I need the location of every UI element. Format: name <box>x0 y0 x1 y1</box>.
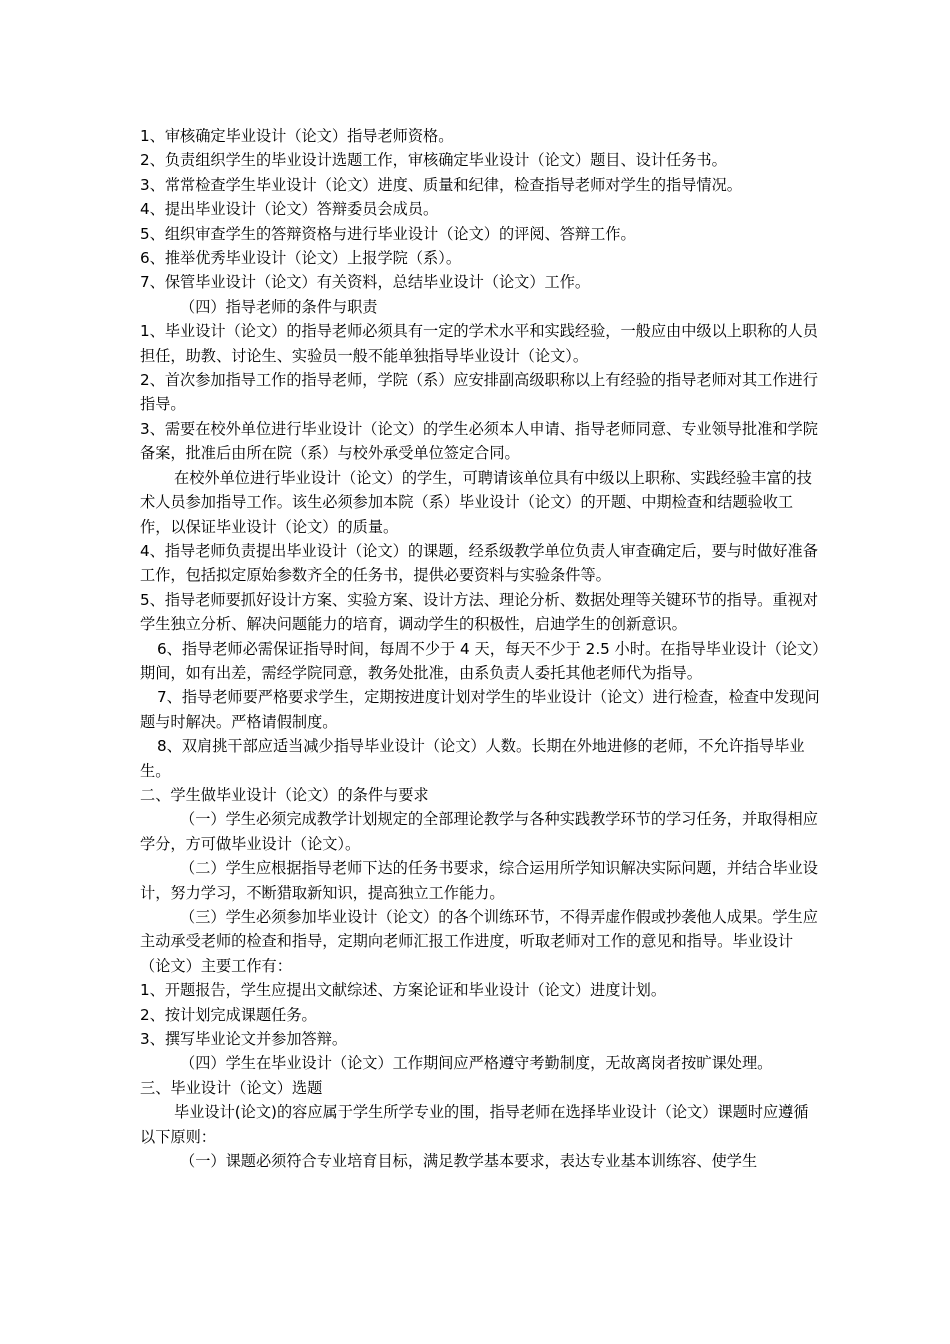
paragraph: 3、常常检查学生毕业设计（论文）进度、质量和纪律，检查指导老师对学生的指导情况。 <box>140 175 742 194</box>
paragraph: 3、需要在校外单位进行毕业设计（论文）的学生必须本人申请、指导老师同意、专业领导批准和学院备案，批准后由所在院（系）与校外承受单位签定合同。 <box>140 419 818 463</box>
paragraph: 6、推举优秀毕业设计（论文）上报学院（系）。 <box>140 249 462 268</box>
paragraph: 2、首次参加指导工作的指导老师，学院（系）应安排副高级职称以上有经验的指导老师对其工作进行指导。 <box>140 371 818 414</box>
section-heading: （四）指导老师的条件与职责 <box>180 297 378 316</box>
paragraph: （四）学生在毕业设计（论文）工作期间应严格遵守考勤制度，无故离岗者按旷课处理。 <box>180 1054 773 1073</box>
paragraph: 1、审核确定毕业设计（论文）指导老师资格。 <box>140 127 454 145</box>
paragraph: 5、组织审查学生的答辩资格与进行毕业设计（论文）的评阅、答辩工作。 <box>140 224 636 243</box>
section-heading: 二、学生做毕业设计（论文）的条件与要求 <box>140 785 429 804</box>
section-heading: 三、毕业设计（论文）选题 <box>140 1078 323 1097</box>
paragraph: 7、指导老师要严格要求学生，定期按进度计划对学生的毕业设计（论文）进行检查，检查中发现问题与时解决。严格请假制度。 <box>140 688 820 731</box>
document-body <box>140 124 820 1173</box>
paragraph: （一）课题必须符合专业培育目标，满足教学基本要求，表达专业基本训练容、使学生 <box>180 1152 758 1171</box>
paragraph: 5、指导老师要抓好设计方案、实验方案、设计方法、理论分析、数据处理等关键环节的指导。重视对学生独立分析、解决问题能力的培育，调动学生的积极性，启迪学生的创新意识。 <box>140 590 818 634</box>
paragraph: （二）学生应根据指导老师下达的任务书要求，综合运用所学知识解决实际问题，并结合毕业设计，努力学习，不断猎取新知识，提高独立工作能力。 <box>140 859 818 902</box>
paragraph: 1、毕业设计（论文）的指导老师必须具有一定的学术水平和实践经验，一般应由中级以上职称的人员担任，助教、讨论生、实验员一般不能单独指导毕业设计（论文）。 <box>140 322 818 365</box>
paragraph: 1、开题报告，学生应提出文献综述、方案论证和毕业设计（论文）进度计划。 <box>140 981 667 1000</box>
paragraph: 4、提出毕业设计（论文）答辩委员会成员。 <box>140 200 439 219</box>
paragraph: 6、指导老师必需保证指导时间，每周不少于 4 天，每天不少于 2.5 小时。在指导毕业设计（论文）期间，如有出差，需经学院同意，教务处批准，由系负责人委托其他老师代为指导。 <box>140 639 820 682</box>
paragraph: 毕业设计(论文)的容应属于学生所学专业的围，指导老师在选择毕业设计（论文）课题时应遵循以下原则： <box>140 1103 809 1146</box>
paragraph: 2、按计划完成课题任务。 <box>140 1005 317 1024</box>
paragraph: 4、指导老师负责提出毕业设计（论文）的课题，经系级教学单位负责人审查确定后，要与时做好准备工作，包括拟定原始参数齐全的任务书，提供必要资料与实验条件等。 <box>140 541 818 585</box>
paragraph: （三）学生必须参加毕业设计（论文）的各个训练环节，不得弄虚作假或抄袭他人成果。学生应主动承受老师的检查和指导，定期向老师汇报工作进度，听取老师对工作的意见和指导。毕业设计（论文）主要工作有： <box>140 908 818 975</box>
paragraph: 7、保管毕业设计（论文）有关资料，总结毕业设计（论文）工作。 <box>140 273 591 292</box>
paragraph: 2、负责组织学生的毕业设计选题工作，审核确定毕业设计（论文）题目、设计任务书。 <box>140 151 727 170</box>
paragraph: 3、撰写毕业论文并参加答辩。 <box>140 1030 348 1049</box>
paragraph: （一）学生必须完成教学计划规定的全部理论教学与各种实践教学环节的学习任务，并取得相应学分，方可做毕业设计（论文）。 <box>140 810 818 853</box>
paragraph: 8、双肩挑干部应适当减少指导毕业设计（论文）人数。长期在外地进修的老师，不允许指导毕业生。 <box>140 737 805 780</box>
paragraph: 在校外单位进行毕业设计（论文）的学生，可聘请该单位具有中级以上职称、实践经验丰富的技术人员参加指导工作。该生必须参加本院（系）毕业设计（论文）的开题、中期检查和结题验收工作，以保证毕业设计（论文）的质量。 <box>140 468 812 536</box>
